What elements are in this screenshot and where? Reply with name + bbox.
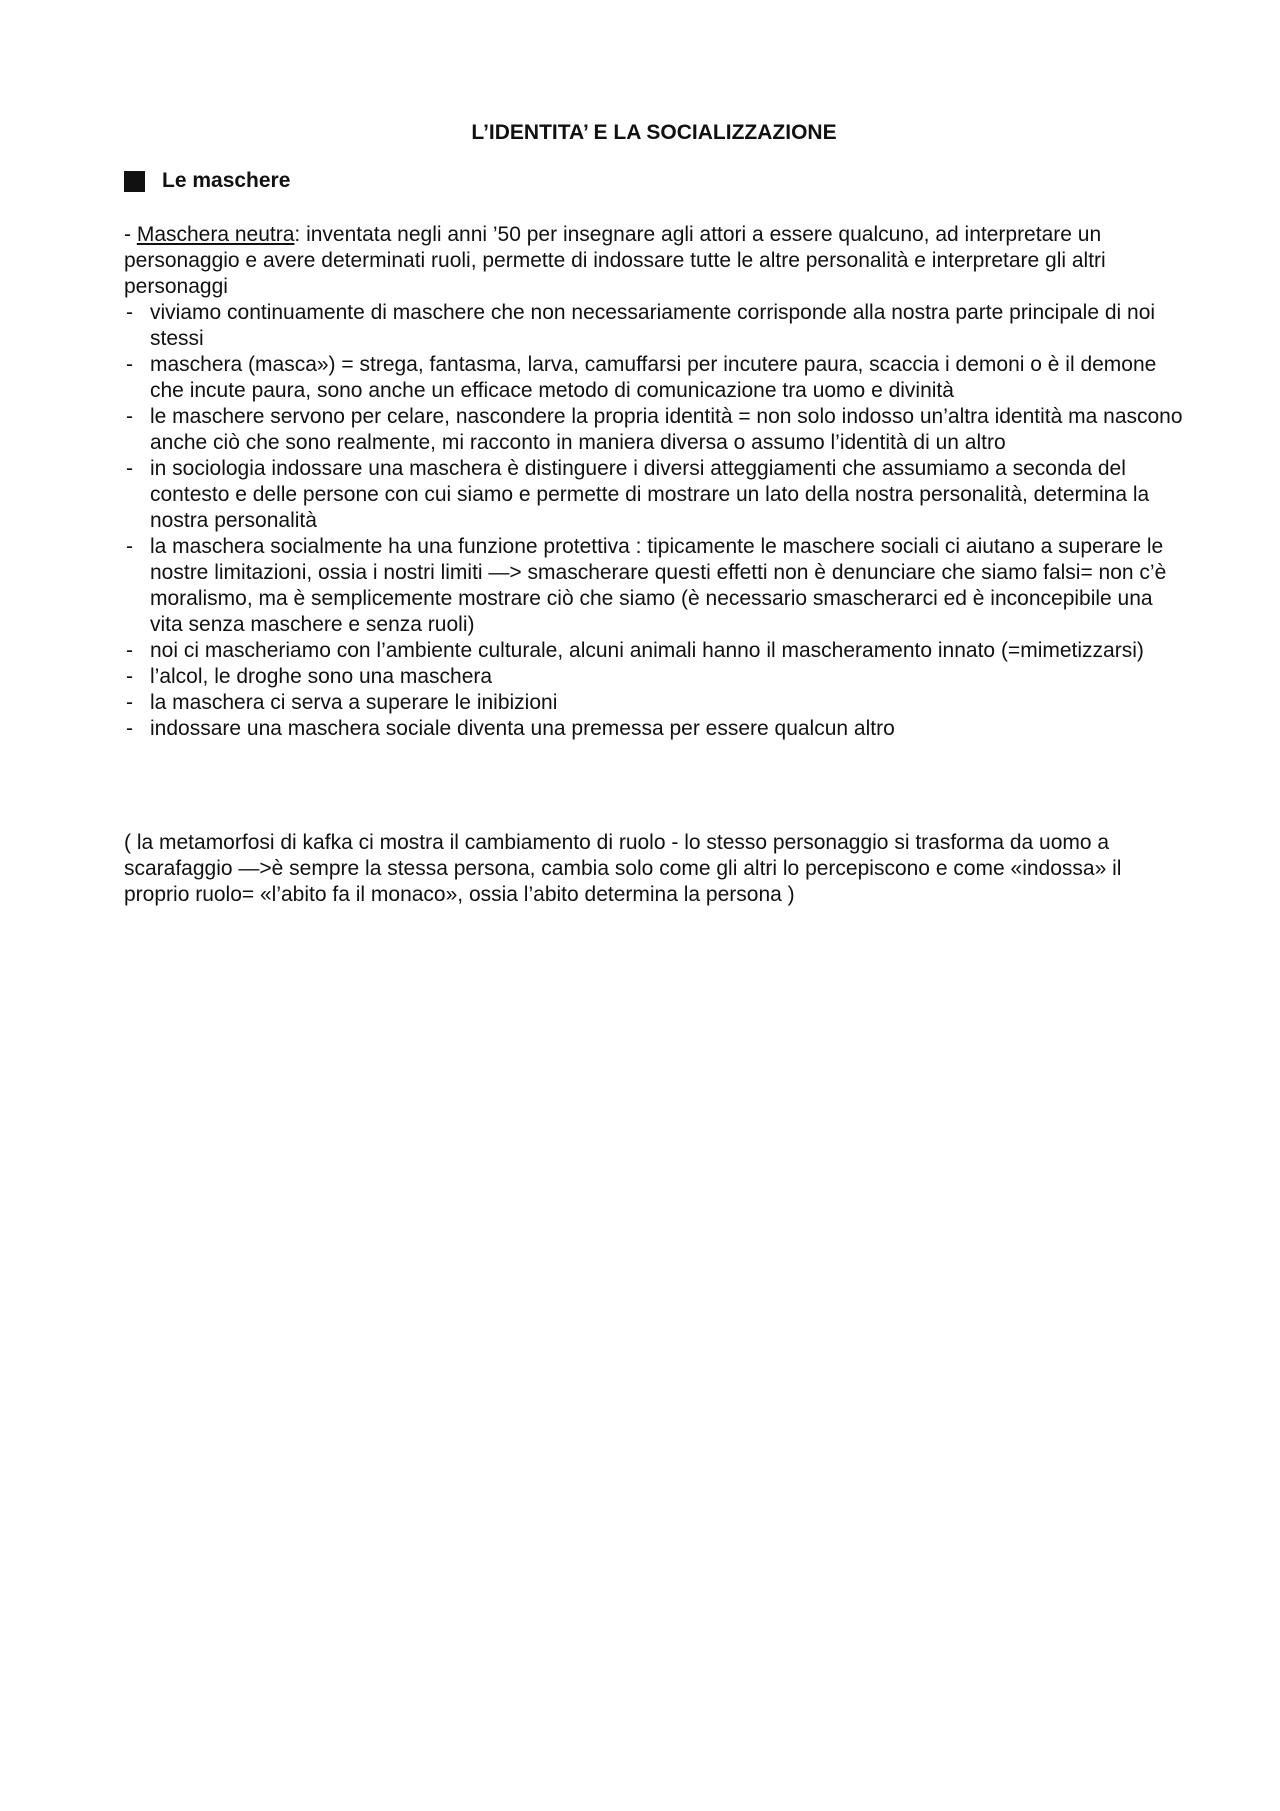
- list-item-text: la maschera socialmente ha una funzione protettiva : tipicamente le maschere sociali ci aiutano a superare le nostre limitazioni, ossia i nostri limiti —> smascherare questi effetti non è denunciare che siamo falsi= non c’è moralismo, ma è semplicemente mostrare ciò che siamo (è necessario smascherarci ed è inconcepibile una vita senza maschere e senza ruoli): [150, 535, 1167, 636]
- section-heading-text: Le maschere: [162, 169, 291, 192]
- list-item: [124, 690, 1184, 716]
- list-item: [124, 300, 1184, 352]
- bullet-dash: -: [126, 639, 133, 662]
- bullet-dash: -: [126, 353, 133, 376]
- intro-prefix: -: [124, 223, 137, 246]
- bullet-dash: -: [126, 535, 133, 558]
- bullet-list: [124, 300, 1184, 742]
- bullet-dash: -: [126, 717, 133, 740]
- list-item: [124, 664, 1184, 690]
- list-item-text: in sociologia indossare una maschera è distinguere i diversi atteggiamenti che assumiamo a seconda del contesto e delle persone con cui siamo e permette di mostrare un lato della nostra personalità, determina la nostra personalità: [150, 457, 1150, 532]
- bullet-dash: -: [126, 665, 133, 688]
- list-item: [124, 534, 1184, 638]
- list-item-text: l’alcol, le droghe sono una maschera: [150, 665, 493, 688]
- list-item-text: le maschere servono per celare, nascondere la propria identità = non solo indosso un’altra identità ma nascono anche ciò che sono realmente, mi racconto in maniera diversa o assumo l’identità di un altro: [150, 405, 1183, 454]
- list-item-text: noi ci mascheriamo con l’ambiente culturale, alcuni animali hanno il mascheramento innato (=mimetizzarsi): [150, 639, 1144, 662]
- list-item-text: viviamo continuamente di maschere che non necessariamente corrisponde alla nostra parte principale di noi stessi: [150, 301, 1156, 350]
- kafka-note: ( la metamorfosi di kafka ci mostra il cambiamento di ruolo - lo stesso personaggio si trasforma da uomo a scarafaggio —>è sempre la stessa persona, cambia solo come gli altri lo percepiscono e come «indossa» il proprio ruolo= «l’abito fa il monaco», ossia l’abito determina la persona ): [124, 831, 1122, 906]
- bullet-dash: -: [126, 301, 133, 324]
- intro-paragraph: [124, 222, 1184, 300]
- document-title: L’IDENTITA’ E LA SOCIALIZZAZIONE: [471, 121, 837, 144]
- list-item: [124, 404, 1184, 456]
- list-item-text: la maschera ci serva a superare le inibizioni: [150, 691, 558, 714]
- list-item: [124, 716, 1184, 742]
- list-item: [124, 352, 1184, 404]
- section-heading: [124, 168, 1184, 194]
- list-item-text: indossare una maschera sociale diventa una premessa per essere qualcun altro: [150, 717, 895, 740]
- list-item-text: maschera (masca») = strega, fantasma, larva, camuffarsi per incutere paura, scaccia i demoni o è il demone che incute paura, sono anche un efficace metodo di comunicazione tra uomo e divinità: [150, 353, 1157, 402]
- list-item: [124, 638, 1184, 664]
- bullet-dash: -: [126, 457, 133, 480]
- black-square-icon: [124, 171, 145, 192]
- list-item: [124, 456, 1184, 534]
- bullet-dash: -: [126, 691, 133, 714]
- bullet-dash: -: [126, 405, 133, 428]
- document-content: [124, 120, 1184, 908]
- intro-term: Maschera neutra: [136, 223, 295, 246]
- intro-text: : inventata negli anni ’50 per insegnare agli attori a essere qualcuno, ad interpretare un personaggio e avere determinati ruoli, permette di indossare tutte le altre personalità e interpretare gli altri personaggi: [124, 223, 1106, 298]
